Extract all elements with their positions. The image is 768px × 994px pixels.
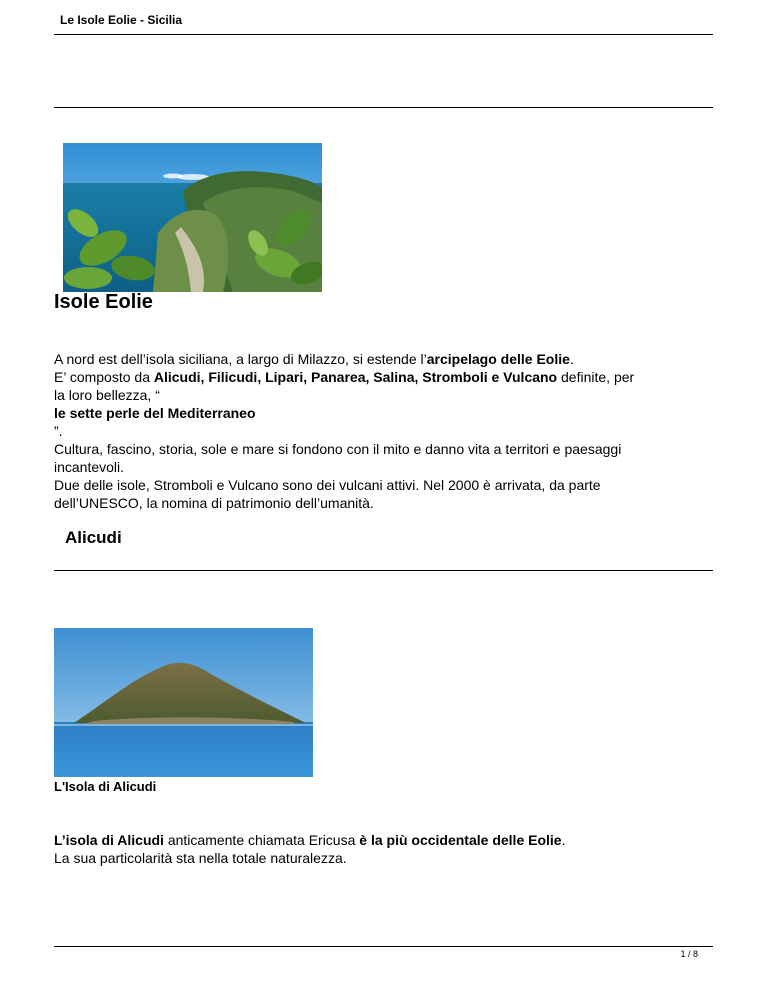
text-line: incantevoli.	[54, 459, 125, 475]
page-number: 1 / 8	[680, 949, 698, 959]
text-line: dell’UNESCO, la nomina di patrimonio dell’umanità.	[54, 495, 374, 511]
section-heading-isole-eolie: Isole Eolie	[54, 291, 153, 313]
text-line: la loro bellezza, “	[54, 387, 160, 403]
text-line: L’isola di Alicudi anticamente chiamata Ericusa è la più occidentale delle Eolie.	[54, 832, 566, 848]
text-line: Cultura, fascino, storia, sole e mare si fondono con il mito e danno vita a territori e paesaggi	[54, 441, 622, 457]
text-line: A nord est dell’isola siciliana, a largo di Milazzo, si estende l’arcipelago delle Eolie.	[54, 351, 574, 367]
text-line: le sette perle del Mediterraneo	[54, 405, 256, 421]
eolie-landscape-image	[63, 143, 322, 292]
footer-divider	[54, 946, 713, 947]
alicudi-island-image	[54, 628, 313, 777]
text-line: E’ composto da Alicudi, Filicudi, Lipari, Panarea, Salina, Stromboli e Vulcano definite, per	[54, 369, 635, 385]
text-line: La sua particolarità sta nella totale naturalezza.	[54, 850, 347, 866]
header-divider	[54, 34, 713, 35]
text-line: ”.	[54, 423, 63, 439]
section-divider	[54, 107, 713, 108]
section-heading-alicudi: Alicudi	[65, 528, 122, 547]
image-caption: L'Isola di Alicudi	[54, 779, 157, 794]
page-header-title: Le Isole Eolie - Sicilia	[60, 13, 183, 27]
section-divider	[54, 570, 713, 571]
text-line: Due delle isole, Stromboli e Vulcano sono dei vulcani attivi. Nel 2000 è arrivata, da parte	[54, 477, 601, 493]
intro-paragraph	[54, 350, 734, 512]
alicudi-paragraph	[54, 831, 734, 867]
